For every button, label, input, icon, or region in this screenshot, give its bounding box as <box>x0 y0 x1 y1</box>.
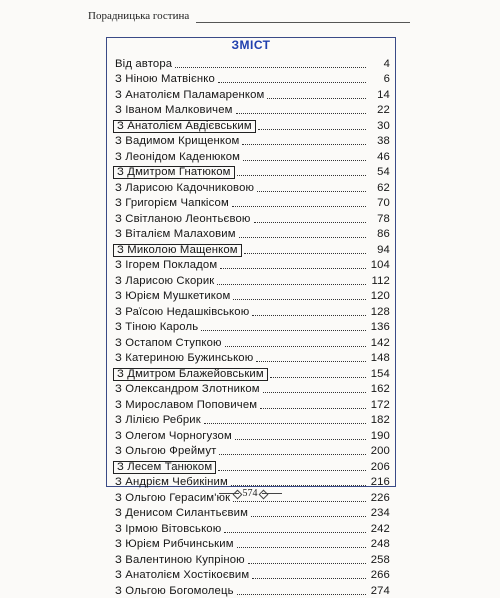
toc-leader-dots <box>248 563 366 564</box>
toc-entry <box>114 505 390 521</box>
toc-entry-title: З Ніною Матвієнко <box>115 73 215 85</box>
toc-leader-dots <box>252 578 366 579</box>
toc-leader-dots <box>220 268 366 269</box>
toc-entry-page: 70 <box>377 197 390 209</box>
toc-entry-title: З Олегом Чорногузом <box>115 429 232 442</box>
toc-entry-page: 120 <box>370 290 390 302</box>
toc-entry <box>114 148 390 164</box>
toc-entry-title: З Вадимом Крищенком <box>115 135 240 147</box>
toc-entry <box>114 288 390 304</box>
toc-leader-dots <box>270 377 366 378</box>
toc-entry <box>114 241 390 257</box>
toc-leader-dots <box>244 253 366 254</box>
toc-entry-page: 6 <box>383 73 390 85</box>
toc-entry-page: 226 <box>370 491 390 504</box>
toc-entry <box>114 350 390 366</box>
toc-leader-dots <box>258 129 366 130</box>
toc-leader-dots <box>239 237 366 238</box>
toc-leader-dots <box>237 594 366 595</box>
toc-entry <box>114 226 390 242</box>
toc-entry <box>114 334 390 350</box>
toc-entry <box>114 55 390 71</box>
toc-entry-page: 248 <box>370 538 390 550</box>
toc-entry-page: 258 <box>370 553 390 566</box>
toc-entry-page: 136 <box>370 321 390 333</box>
page-footer <box>0 487 500 499</box>
running-head: Порадницька гостина <box>88 10 190 22</box>
toc-entry <box>114 365 390 381</box>
toc-entry-page: 172 <box>370 398 390 411</box>
toc-entry <box>114 210 390 226</box>
toc-entry-page: 104 <box>370 259 390 271</box>
toc-entry-page: 190 <box>370 429 390 442</box>
toc-entry-title: З Раїсою Недашківською <box>115 305 250 318</box>
toc-entry-page: 128 <box>370 305 390 318</box>
toc-entry-title: З Юрієм Рибчинським <box>115 538 234 550</box>
toc-leader-dots <box>232 206 366 207</box>
toc-entry-title: З Олександром Злотником <box>115 383 260 395</box>
toc-entry <box>114 179 390 195</box>
toc-entry <box>114 102 390 118</box>
toc-entry <box>114 195 390 211</box>
toc-entry-page: 30 <box>377 119 390 132</box>
toc-entry <box>114 567 390 583</box>
toc-entry-title: З Остапом Ступкою <box>115 336 222 349</box>
toc-leader-dots <box>243 160 366 161</box>
toc-leader-dots <box>201 330 366 331</box>
toc-leader-dots <box>251 516 366 517</box>
toc-entry <box>114 133 390 149</box>
toc-entry-title: З Катериною Бужинською <box>115 352 254 364</box>
toc-entry-page: 274 <box>370 584 390 597</box>
toc-entry <box>114 396 390 412</box>
toc-entry-title: З Ольгою Герасим'юк <box>115 491 231 504</box>
toc-title: ЗМІСТ <box>231 38 271 52</box>
toc-entry-page: 62 <box>377 181 390 194</box>
toc-entry-page: 162 <box>370 383 390 395</box>
toc-leader-dots <box>252 315 366 316</box>
toc-leader-dots <box>257 191 366 192</box>
toc-entry-title: З Ларисою Кадочниковою <box>115 181 255 194</box>
toc-entry-title: З Ірмою Вітовською <box>115 522 222 535</box>
toc-entry-title: З Леонідом Каденюком <box>115 150 241 163</box>
toc-leader-dots <box>204 423 366 424</box>
toc-entry-title: З Григорієм Чапкісом <box>115 197 229 209</box>
toc-entry-title: З Лілією Ребрик <box>115 414 201 426</box>
toc-entry-title: З Лесем Танюком <box>113 461 216 474</box>
toc-leader-dots <box>218 82 366 83</box>
toc-entry-title: З Юрієм Мушкетиком <box>115 290 231 302</box>
toc-leader-dots <box>217 284 366 285</box>
toc-entry-title: З Ігорем Покладом <box>115 259 218 271</box>
toc-leader-dots <box>218 470 366 471</box>
toc-entry <box>114 86 390 102</box>
toc-entry-title: З Ольгою Фреймут <box>115 445 217 457</box>
toc-entry-title: З Мирославом Поповичем <box>115 398 258 411</box>
toc-leader-dots <box>224 532 366 533</box>
toc-entry-page: 154 <box>370 367 390 380</box>
toc-entry <box>114 536 390 552</box>
toc-entry <box>114 303 390 319</box>
toc-entry-page: 22 <box>377 104 390 116</box>
toc-leader-dots <box>235 439 366 440</box>
toc-leader-dots <box>231 485 366 486</box>
toc-entry-page: 234 <box>370 507 390 519</box>
toc-entry-page: 78 <box>377 212 390 225</box>
toc-leader-dots <box>236 113 366 114</box>
toc-leader-dots <box>267 98 366 99</box>
toc-entry-title: З Віталієм Малаховим <box>115 228 236 240</box>
toc-entry-page: 142 <box>370 336 390 349</box>
toc-entry-page: 14 <box>377 88 390 101</box>
toc-leader-dots <box>237 547 366 548</box>
toc-entry <box>114 520 390 536</box>
toc-entry-title: З Анатолієм Паламаренком <box>115 88 265 101</box>
toc-leader-dots <box>233 299 366 300</box>
toc-leader-dots <box>254 222 366 223</box>
toc-leader-dots <box>225 346 366 347</box>
footer-ornament-left <box>219 493 239 494</box>
toc-entry <box>114 412 390 428</box>
running-head-rule <box>196 22 410 23</box>
toc-entry-title: З Ларисою Скорик <box>115 274 215 287</box>
toc-entry-title: З Ольгою Богомолець <box>115 584 234 597</box>
toc-entry <box>114 443 390 459</box>
toc-entry <box>114 257 390 273</box>
toc-entry-title: З Денисом Силантьєвим <box>115 507 249 519</box>
toc-entry <box>114 458 390 474</box>
toc-entry-page: 4 <box>383 57 390 70</box>
toc-entry-page: 182 <box>370 414 390 426</box>
toc-entry <box>114 319 390 335</box>
toc-entry-page: 38 <box>377 135 390 147</box>
toc-entry-page: 112 <box>371 274 390 287</box>
toc-entry <box>114 272 390 288</box>
toc-entry-title: З Миколою Мащенком <box>113 244 242 257</box>
toc-entry <box>114 427 390 443</box>
toc-entry-page: 200 <box>370 445 390 457</box>
toc-leader-dots <box>219 454 366 455</box>
toc-leader-dots <box>233 501 366 502</box>
toc-entry-title: З Світланою Леонтьєвою <box>115 212 251 225</box>
toc-entry-page: 86 <box>377 228 390 240</box>
toc-entry-title: З Дмитром Гнатюком <box>113 166 235 179</box>
toc-leader-dots <box>260 408 366 409</box>
toc-entry-page: 266 <box>370 569 390 581</box>
toc-entry <box>114 582 390 598</box>
toc-entry <box>114 71 390 87</box>
page-number: 574 <box>242 487 258 499</box>
toc-entry <box>114 117 390 133</box>
toc-entry-page: 54 <box>377 166 390 178</box>
toc-entry-page: 94 <box>377 243 390 256</box>
footer-ornament-right <box>262 493 282 494</box>
toc-entry <box>114 164 390 180</box>
toc-entry-page: 242 <box>370 522 390 535</box>
toc-entry-title: З Іваном Малковичем <box>115 104 233 116</box>
toc-leader-dots <box>242 144 366 145</box>
toc-entry-title: З Валентиною Купріною <box>115 553 245 566</box>
toc-entry-title: Від автора <box>115 57 173 70</box>
toc-entry-page: 206 <box>370 460 390 473</box>
toc-list <box>114 55 390 598</box>
toc-entry <box>114 551 390 567</box>
toc-leader-dots <box>175 67 366 68</box>
toc-entry-title: З Анатолієм Хостікоєвим <box>115 569 250 581</box>
toc-leader-dots <box>263 392 366 393</box>
toc-entry <box>114 381 390 397</box>
toc-entry-title: З Анатолієм Авдієвським <box>113 120 256 133</box>
toc-entry-page: 46 <box>377 150 390 163</box>
toc-entry-page: 216 <box>370 476 390 488</box>
toc-entry-title: З Дмитром Блажейовським <box>113 368 268 381</box>
toc-entry-title: З Андрієм Чебикіним <box>115 476 228 488</box>
toc-entry-page: 148 <box>370 352 390 364</box>
toc-leader-dots <box>256 361 366 362</box>
toc-entry-title: З Тіною Кароль <box>115 321 199 333</box>
toc-leader-dots <box>237 175 366 176</box>
